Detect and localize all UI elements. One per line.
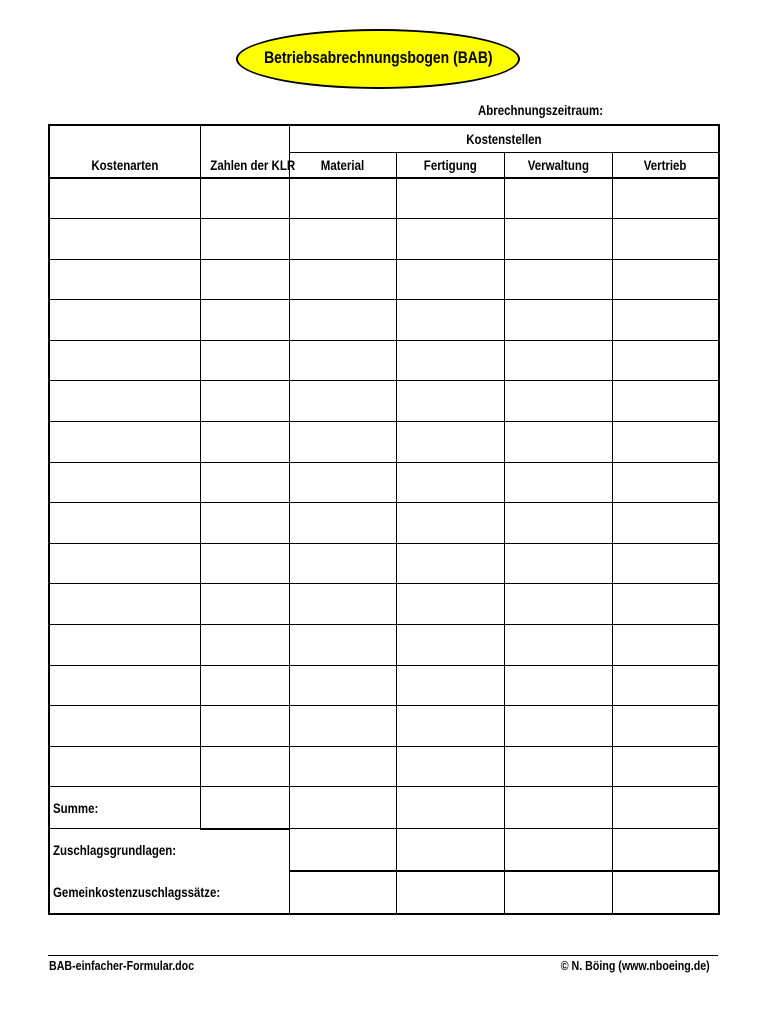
cell-fertigung[interactable] [396,178,504,219]
cell-fertigung[interactable] [396,381,504,422]
cell-zahlen[interactable] [200,665,289,706]
cell-zahlen[interactable] [200,584,289,625]
table-row [49,462,719,503]
cell-zahlen[interactable] [200,219,289,260]
table-row [49,746,719,787]
cell-verwaltung[interactable] [504,259,612,300]
cell-zahlen[interactable] [200,462,289,503]
cell-verwaltung[interactable] [504,178,612,219]
cell-fertigung[interactable] [396,259,504,300]
cell-kostenart[interactable] [49,584,200,625]
cell-zahlen[interactable] [200,706,289,747]
table-row [49,381,719,422]
cell-verwaltung[interactable] [504,300,612,341]
cell-material[interactable] [289,665,396,706]
header-verwaltung: Verwaltung [504,152,612,178]
table-row [49,706,719,747]
cell-zahlen[interactable] [200,503,289,544]
cell-kostenart[interactable] [49,178,200,219]
cell-fertigung[interactable] [396,746,504,787]
cell-zahlen[interactable] [200,259,289,300]
bab-table [48,124,720,915]
cell-fertigung[interactable] [396,665,504,706]
cell-zahlen[interactable] [200,746,289,787]
header-kostenarten: Kostenarten [49,125,200,178]
cell-kostenart[interactable] [49,219,200,260]
table-row [49,178,719,219]
cell-material[interactable] [289,584,396,625]
header-material: Material [289,152,396,178]
document-title: Betriebsabrechnungsbogen (BAB) [263,48,493,67]
cell-vertrieb[interactable] [612,422,719,463]
cell-zahlen[interactable] [200,422,289,463]
cell-kostenart[interactable] [49,462,200,503]
cell-verwaltung[interactable] [504,665,612,706]
cell-verwaltung[interactable] [504,462,612,503]
cell-zahlen[interactable] [200,340,289,381]
table-row [49,300,719,341]
cell-material[interactable] [289,746,396,787]
cell-vertrieb[interactable] [612,259,719,300]
table-row [49,259,719,300]
cell-fertigung[interactable] [396,462,504,503]
cell-fertigung[interactable] [396,625,504,666]
cell-kostenart[interactable] [49,340,200,381]
zuschlagsgrundlagen-label: Zuschlagsgrundlagen: [49,829,289,871]
cell-vertrieb[interactable] [612,503,719,544]
footer-filename: BAB-einfacher-Formular.doc [49,958,195,973]
cell-vertrieb[interactable] [612,381,719,422]
summe-cell-fertigung[interactable] [396,787,504,829]
cell-material[interactable] [289,625,396,666]
zg-cell-fertigung[interactable] [396,829,504,871]
header-fertigung: Fertigung [396,152,504,178]
gz-cell-vertrieb[interactable] [612,871,719,914]
cell-kostenart[interactable] [49,706,200,747]
cell-vertrieb[interactable] [612,462,719,503]
cell-material[interactable] [289,543,396,584]
zg-cell-material[interactable] [289,829,396,871]
table-row [49,625,719,666]
gemeinkosten-label: Gemeinkostenzuschlagssätze: [49,871,289,914]
period-label: Abrechnungszeitraum: [478,102,604,118]
cell-verwaltung[interactable] [504,625,612,666]
gz-cell-verwaltung[interactable] [504,871,612,914]
cell-zahlen[interactable] [200,178,289,219]
cell-verwaltung[interactable] [504,706,612,747]
cell-kostenart[interactable] [49,381,200,422]
cell-verwaltung[interactable] [504,381,612,422]
summe-cell-vertrieb[interactable] [612,787,719,829]
summe-cell-verwaltung[interactable] [504,787,612,829]
zg-cell-vertrieb[interactable] [612,829,719,871]
gz-cell-fertigung[interactable] [396,871,504,914]
cell-fertigung[interactable] [396,422,504,463]
cell-vertrieb[interactable] [612,300,719,341]
table-row [49,503,719,544]
gz-cell-material[interactable] [289,871,396,914]
cell-zahlen[interactable] [200,300,289,341]
summe-cell-zahlen[interactable] [200,787,289,829]
cell-material[interactable] [289,706,396,747]
cell-material[interactable] [289,178,396,219]
cell-kostenart[interactable] [49,746,200,787]
cell-material[interactable] [289,381,396,422]
cell-kostenart[interactable] [49,625,200,666]
cell-kostenart[interactable] [49,503,200,544]
cell-material[interactable] [289,340,396,381]
cell-material[interactable] [289,422,396,463]
cell-kostenart[interactable] [49,422,200,463]
cell-material[interactable] [289,259,396,300]
table-row [49,665,719,706]
summe-cell-material[interactable] [289,787,396,829]
header-zahlen-der-klr: Zahlen der KLR [200,125,289,178]
cell-fertigung[interactable] [396,340,504,381]
cell-vertrieb[interactable] [612,665,719,706]
zg-cell-verwaltung[interactable] [504,829,612,871]
cell-vertrieb[interactable] [612,746,719,787]
cell-zahlen[interactable] [200,625,289,666]
footer-divider [48,955,718,956]
cell-verwaltung[interactable] [504,543,612,584]
footer-copyright: © N. Böing (www.nboeing.de) [561,958,710,973]
cell-fertigung[interactable] [396,503,504,544]
header-vertrieb: Vertrieb [612,152,719,178]
cell-vertrieb[interactable] [612,584,719,625]
cell-material[interactable] [289,503,396,544]
cell-zahlen[interactable] [200,381,289,422]
header-kostenstellen: Kostenstellen [289,125,719,152]
cell-fertigung[interactable] [396,219,504,260]
cell-vertrieb[interactable] [612,340,719,381]
table-row [49,340,719,381]
cell-vertrieb[interactable] [612,625,719,666]
cell-fertigung[interactable] [396,300,504,341]
cell-verwaltung[interactable] [504,503,612,544]
cell-zahlen[interactable] [200,543,289,584]
cell-verwaltung[interactable] [504,219,612,260]
cell-vertrieb[interactable] [612,219,719,260]
table-row [49,422,719,463]
cell-verwaltung[interactable] [504,340,612,381]
cell-vertrieb[interactable] [612,543,719,584]
cell-verwaltung[interactable] [504,584,612,625]
cell-kostenart[interactable] [49,300,200,341]
cell-verwaltung[interactable] [504,746,612,787]
cell-verwaltung[interactable] [504,422,612,463]
title-banner [236,29,520,89]
cell-fertigung[interactable] [396,543,504,584]
cell-kostenart[interactable] [49,543,200,584]
cell-vertrieb[interactable] [612,706,719,747]
cell-material[interactable] [289,219,396,260]
summe-label: Summe: [49,787,200,829]
cell-fertigung[interactable] [396,584,504,625]
cell-fertigung[interactable] [396,706,504,747]
cell-kostenart[interactable] [49,665,200,706]
cell-kostenart[interactable] [49,259,200,300]
table-row [49,584,719,625]
table-row [49,219,719,260]
cell-vertrieb[interactable] [612,178,719,219]
table-row [49,543,719,584]
cell-material[interactable] [289,462,396,503]
cell-material[interactable] [289,300,396,341]
